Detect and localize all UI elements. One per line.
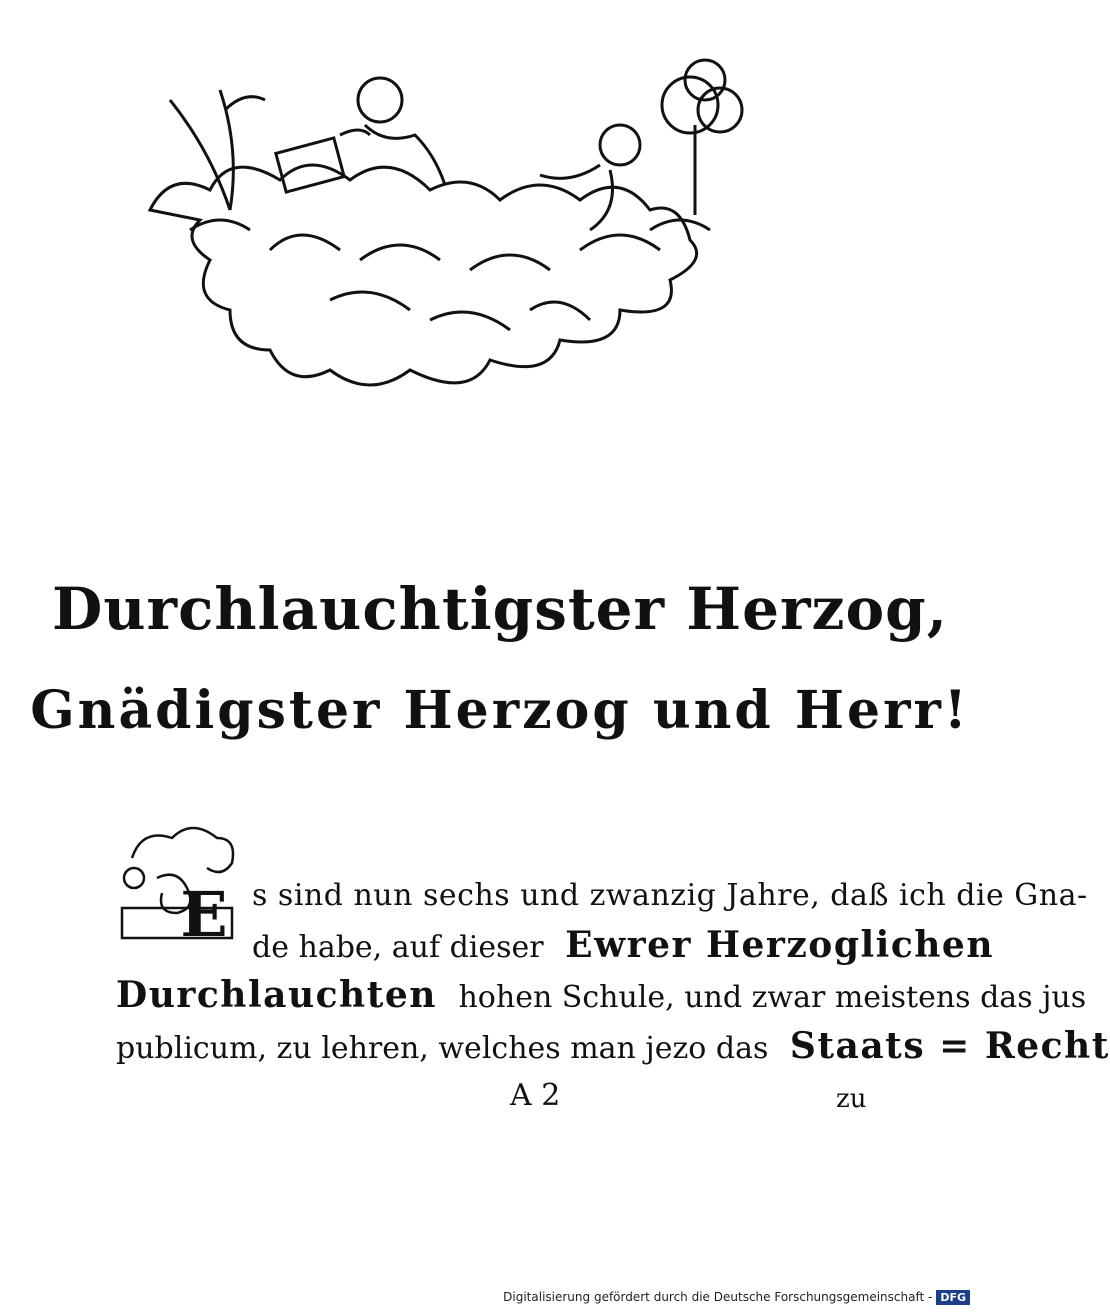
decorated-initial-letter <box>112 818 244 951</box>
catchword: zu <box>836 1084 867 1114</box>
heading-line-1: Durchlauchtigster Herzog, <box>52 575 948 643</box>
credit-text: Digitalisierung gefördert durch die Deutsche Forschungsgemeinschaft - <box>503 1290 933 1304</box>
dfg-logo: DFG <box>936 1290 970 1305</box>
body-line-2 <box>252 924 995 968</box>
body-line-3 <box>116 974 1087 1018</box>
body-line-3-text: hohen Schule, und zwar meistens das jus <box>458 980 1087 1015</box>
heading-line-2: Gnädigster Herzog und Herr! <box>30 680 970 741</box>
signature-mark: A 2 <box>510 1078 561 1113</box>
initial-letter-text: E <box>180 878 228 951</box>
body-line-4-emphasis: Staats = Recht <box>789 1025 1110 1067</box>
putti-vignette-image <box>130 50 790 400</box>
body-line-1: s sind nun sechs und zwanzig Jahre, daß ich die Gna- <box>252 878 1088 913</box>
body-line-4-text: publicum, zu lehren, welches man jezo das <box>116 1031 769 1066</box>
body-line-3-emphasis: Durchlauchten <box>116 974 437 1016</box>
body-line-2-text: de habe, auf dieser <box>252 930 544 965</box>
body-line-4 <box>116 1025 1110 1069</box>
digitization-credit <box>503 1286 970 1308</box>
body-line-2-emphasis: Ewrer Herzoglichen <box>565 924 995 966</box>
